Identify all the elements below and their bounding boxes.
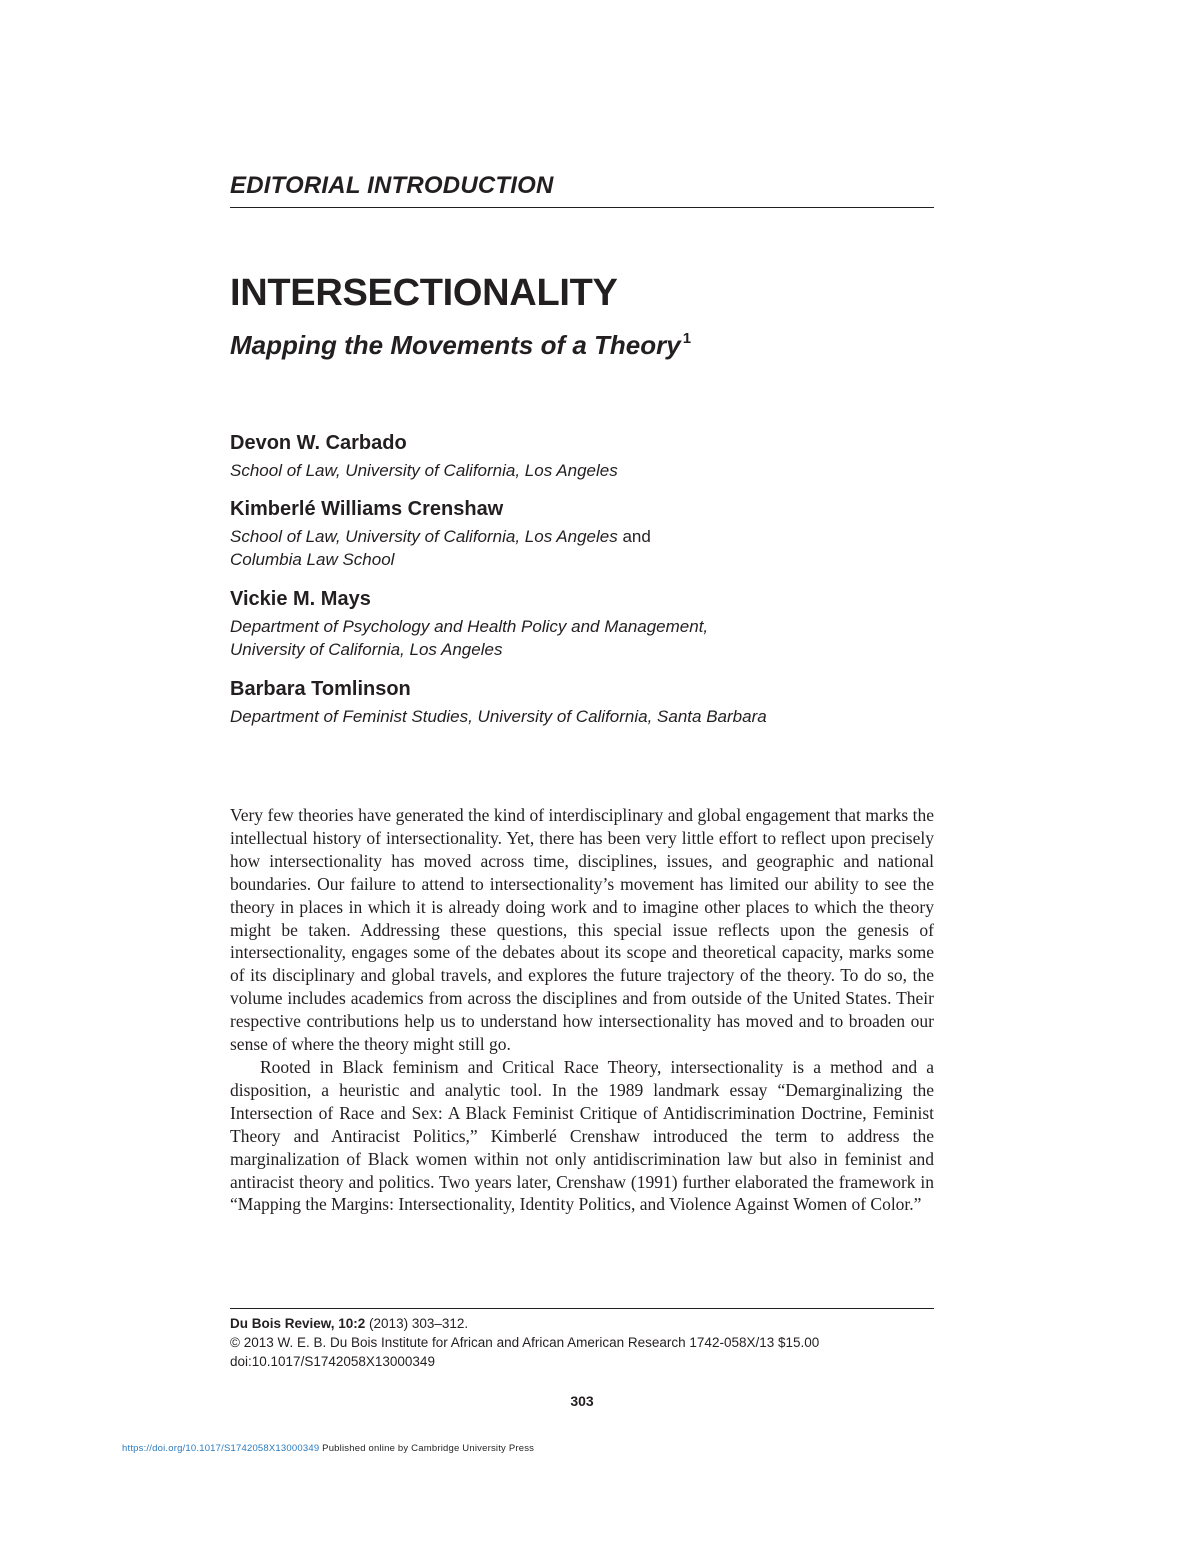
doi-line: doi:10.1017/S1742058X13000349 <box>230 1354 435 1369</box>
author-block <box>230 676 767 728</box>
affiliation-line: Department of Psychology and Health Policy and Management, <box>230 617 709 636</box>
author-name: Devon W. Carbado <box>230 432 407 454</box>
author-block <box>230 586 708 661</box>
journal-citation <box>230 1314 819 1333</box>
author-affiliation <box>230 525 651 571</box>
publisher-line <box>122 1443 534 1454</box>
author-name: Vickie M. Mays <box>230 588 371 610</box>
body-paragraph: Very few theories have generated the kind of interdisciplinary and global engagement that marks the intellectual history of intersectionality. Yet, there has been very little effort to reflect upon precisely how intersectionality has moved across time, disciplines, issues, and geographic and national boundaries. Our failure to attend to intersectionality’s movement has limited our ability to see the theory in places in which it is already doing work and to imagine other places to which the theory might be taken. Addressing these questions, this special issue reflects upon the genesis of intersectionality, engages some of the debates about its scope and theoretical capacity, marks some of its disciplinary and global travels, and explores the future trajectory of the theory. To do so, the volume includes academics from across the disciplines and from outside of the United States. Their respective contributions help us to understand how intersectionality has moved and to broaden our sense of where the theory might still go. <box>230 805 934 1055</box>
author-affiliation: School of Law, University of California, Los Angeles <box>230 461 618 480</box>
footnote-marker[interactable]: 1 <box>682 330 692 347</box>
author-affiliation: Department of Feminist Studies, University of California, Santa Barbara <box>230 707 767 726</box>
citation-block <box>230 1314 819 1371</box>
publisher-text: Published online by Cambridge University Press <box>319 1443 535 1454</box>
copyright-line: © 2013 W. E. B. Du Bois Institute for African and African American Research 1742-058X/13 $15.00 <box>230 1335 820 1350</box>
author-block <box>230 496 651 571</box>
body-paragraph: Rooted in Black feminism and Critical Race Theory, intersectionality is a method and a disposition, a heuristic and analytic tool. In the 1989 landmark essay “Demarginalizing the Intersection of Race and Sex: A Black Feminist Critique of Antidiscrimination Doctrine, Feminist Theory and Antiracist Politics,” Kimberlé Crenshaw introduced the term to address the marginalization of Black women within not only antidiscrimination law but also in feminist and antiracist theory and politics. Two years later, Crenshaw (1991) further elaborated the framework in “Mapping the Margins: Intersectionality, Identity Politics, and Violence Against Women of Color.” <box>230 1056 934 1215</box>
article-subtitle <box>230 330 691 361</box>
doi-link[interactable]: https://doi.org/10.1017/S1742058X13000349 <box>122 1443 320 1454</box>
affiliation-line: School of Law, University of California, Los Angeles <box>230 527 618 546</box>
header-divider <box>230 207 934 208</box>
page-number: 303 <box>570 1393 594 1409</box>
author-name: Kimberlé Williams Crenshaw <box>230 498 504 520</box>
author-name: Barbara Tomlinson <box>230 678 411 700</box>
journal-name: Du Bois Review, 10:2 <box>230 1316 366 1331</box>
article-title: INTERSECTIONALITY <box>230 272 618 314</box>
journal-details: (2013) 303–312. <box>365 1316 469 1331</box>
affiliation-line: University of California, Los Angeles <box>230 640 503 659</box>
affiliation-line: Columbia Law School <box>230 550 395 569</box>
author-block <box>230 430 618 482</box>
subtitle-text: Mapping the Movements of a Theory <box>230 330 681 360</box>
author-affiliation <box>230 615 708 661</box>
footer-divider <box>230 1308 934 1309</box>
affiliation-joiner: and <box>617 527 651 546</box>
section-label: EDITORIAL INTRODUCTION <box>230 172 554 199</box>
body-text <box>230 804 934 1216</box>
